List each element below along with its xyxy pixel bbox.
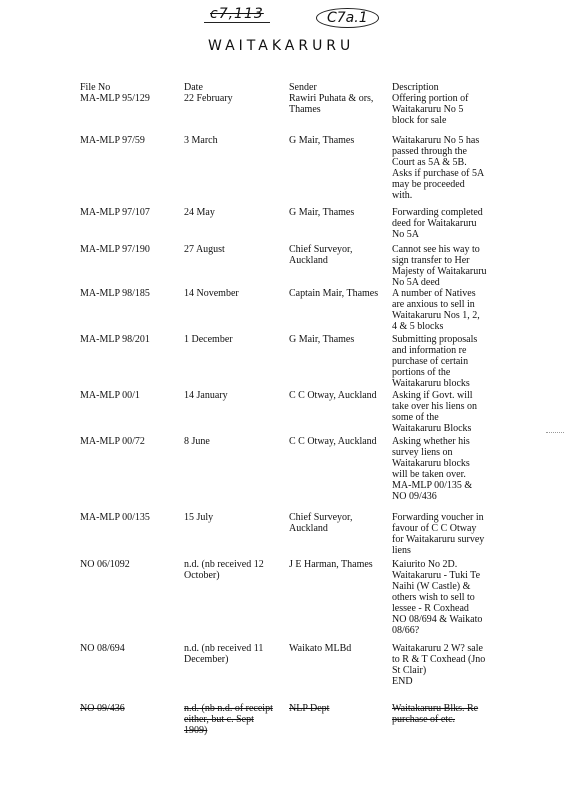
cell-file-no: NO 09/436 xyxy=(80,703,125,714)
cell-date: n.d. (nb n.d. of receipt either, but c. Sept 1909) xyxy=(184,703,273,736)
cell-file-no: NO 06/1092 xyxy=(80,559,130,570)
table-row xyxy=(80,559,550,643)
handwritten-title: WAITAKARURU xyxy=(208,38,355,54)
cell-description: Asking whether his survey liens on Waitakaruru blocks will be taken over. MA-MLP 00/135 & NO 09/436 xyxy=(392,436,473,502)
table-row xyxy=(80,390,550,436)
cell-sender: Waikato MLBd xyxy=(289,643,352,654)
cell-date: 27 August xyxy=(184,244,225,255)
cell-sender: Chief Surveyor, Auckland xyxy=(289,512,353,534)
cell-file-no: MA-MLP 00/72 xyxy=(80,436,145,447)
cell-description: Submitting proposals and information re purchase of certain portions of the Waitakaruru blocks xyxy=(392,334,478,389)
header-description: Description xyxy=(392,82,439,93)
cell-sender: G Mair, Thames xyxy=(289,135,355,146)
cell-date: 3 March xyxy=(184,135,218,146)
cell-sender: G Mair, Thames xyxy=(289,207,355,218)
cell-file-no: MA-MLP 00/135 xyxy=(80,512,150,523)
cell-date: 22 February xyxy=(184,93,233,104)
table-row xyxy=(80,244,550,288)
cell-description: A number of Natives are anxious to sell in Waitakaruru Nos 1, 2, 4 & 5 blocks xyxy=(392,288,480,332)
table-row xyxy=(80,288,550,334)
margin-mark xyxy=(546,432,564,435)
cell-description: Waitakaruru Blks. Re purchase of etc. xyxy=(392,703,479,725)
table-row xyxy=(80,436,550,512)
cell-file-no: MA-MLP 95/129 xyxy=(80,93,150,104)
cell-date: n.d. (nb received 12 October) xyxy=(184,559,264,581)
cell-sender: Captain Mair, Thames xyxy=(289,288,379,299)
cell-description: Offering portion of Waitakaruru No 5 block for sale xyxy=(392,93,469,126)
cell-date: 15 July xyxy=(184,512,214,523)
table-row xyxy=(80,643,550,703)
cell-description: Forwarding voucher in favour of C C Otway for Waitakaruru survey liens xyxy=(392,512,485,556)
file-register-table xyxy=(80,82,550,736)
cell-sender: C C Otway, Auckland xyxy=(289,436,377,447)
cell-sender: Chief Surveyor, Auckland xyxy=(289,244,353,266)
cell-date: 14 November xyxy=(184,288,239,299)
table-header xyxy=(80,82,550,93)
cell-sender: C C Otway, Auckland xyxy=(289,390,377,401)
cell-date: 8 June xyxy=(184,436,210,447)
table-row xyxy=(80,135,550,207)
header-file-no: File No xyxy=(80,82,111,93)
cell-description: Waitakaruru No 5 has passed through the Court as 5A & 5B. Asks if purchase of 5A may be proceeded with. xyxy=(392,135,485,201)
cell-sender: G Mair, Thames xyxy=(289,334,355,345)
cell-description: Forwarding completed deed for Waitakaruru No 5A xyxy=(392,207,483,240)
crossed-out-reference: c7,113 xyxy=(204,6,270,23)
cell-description: Asking if Govt. will take over his liens on some of the Waitakaruru Blocks xyxy=(392,390,477,434)
header-date: Date xyxy=(184,82,203,93)
cell-file-no: MA-MLP 97/107 xyxy=(80,207,150,218)
cell-file-no: MA-MLP 98/201 xyxy=(80,334,150,345)
cell-file-no: MA-MLP 98/185 xyxy=(80,288,150,299)
circled-reference-code: C7a.1 xyxy=(316,8,379,28)
cell-sender: J E Harman, Thames xyxy=(289,559,373,570)
cell-sender: NLP Dept xyxy=(289,703,330,714)
cell-file-no: MA-MLP 97/59 xyxy=(80,135,145,146)
table-row-struck-out xyxy=(80,703,550,736)
cell-sender: Rawiri Puhata & ors, Thames xyxy=(289,93,374,115)
cell-description: Waitakaruru 2 W? sale to R & T Coxhead (Jno St Clair) END xyxy=(392,643,486,687)
table-row xyxy=(80,93,550,135)
table-row xyxy=(80,512,550,559)
cell-date: n.d. (nb received 11 December) xyxy=(184,643,264,665)
cell-date: 24 May xyxy=(184,207,215,218)
cell-file-no: NO 08/694 xyxy=(80,643,125,654)
header-sender: Sender xyxy=(289,82,317,93)
cell-date: 14 January xyxy=(184,390,228,401)
cell-date: 1 December xyxy=(184,334,233,345)
cell-file-no: MA-MLP 97/190 xyxy=(80,244,150,255)
cell-description: Kaiurito No 2D. Waitakaruru - Tuki Te Naihi (W Castle) & others wish to sell to lessee - R Coxhead NO 08/694 & Waikato 08/66? xyxy=(392,559,483,636)
table-row xyxy=(80,207,550,244)
cell-description: Cannot see his way to sign transfer to Her Majesty of Waitakaruru No 5A deed xyxy=(392,244,487,288)
cell-file-no: MA-MLP 00/1 xyxy=(80,390,140,401)
table-row xyxy=(80,334,550,390)
